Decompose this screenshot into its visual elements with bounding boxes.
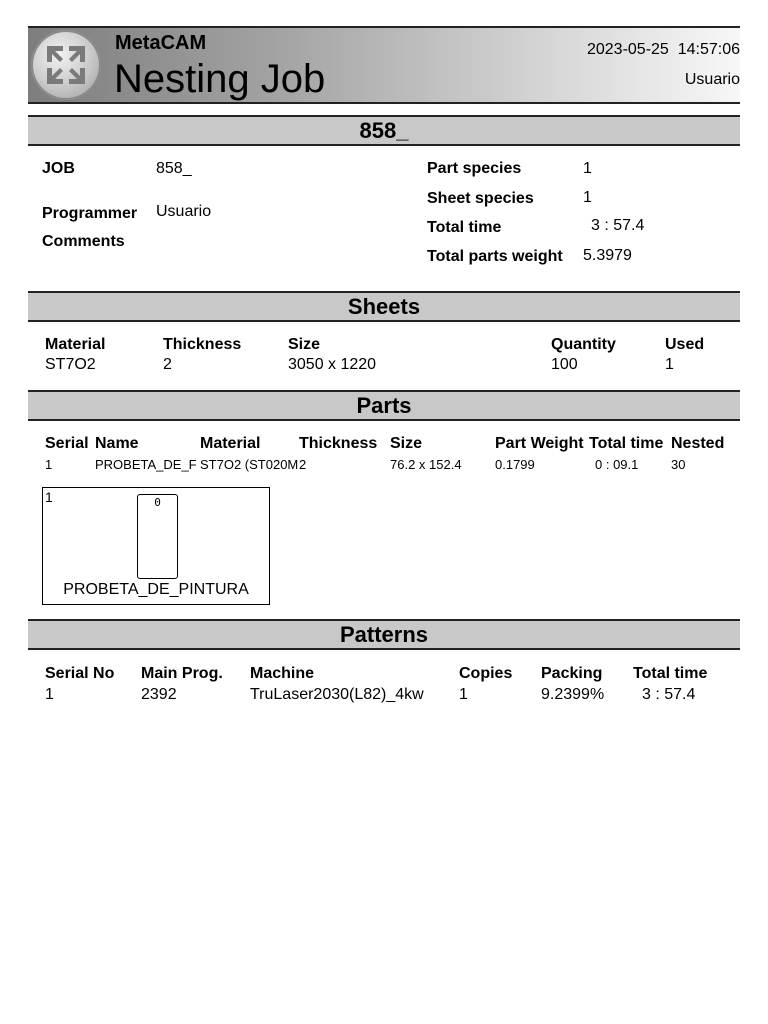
patterns-col-machine: Machine [250, 665, 315, 682]
sheet-quantity: 100 [551, 356, 578, 373]
job-section-heading: 858_ [28, 115, 740, 146]
part-serial: 1 [45, 457, 53, 472]
pattern-total-time: 3 : 57.4 [642, 686, 696, 703]
parts-section-heading: Parts [28, 390, 740, 421]
total-time-label: Total time [427, 219, 502, 236]
report-datetime: 2023-05-25 14:57:06 [586, 41, 740, 58]
parts-col-material: Material [200, 435, 261, 452]
pattern-packing: 9.2399% [541, 686, 605, 703]
part-thickness: 2 [299, 457, 307, 472]
patterns-col-serial: Serial No [45, 665, 115, 682]
part-name: PROBETA_DE_F [95, 457, 197, 472]
pattern-machine: TruLaser2030(L82)_4kw [250, 686, 424, 703]
part-preview-number: 1 [45, 489, 53, 505]
sheet-species-value: 1 [583, 189, 592, 206]
sheets-col-material: Material [45, 336, 106, 353]
report-user: Usuario [684, 71, 740, 88]
sheet-species-label: Sheet species [427, 190, 534, 207]
total-weight-value: 5.3979 [583, 247, 632, 264]
patterns-col-copies: Copies [459, 665, 513, 682]
part-outline [137, 494, 178, 579]
part-material: ST7O2 (ST020M [200, 457, 298, 472]
sheets-col-size: Size [288, 336, 321, 353]
job-label: JOB [42, 160, 75, 177]
part-total-time: 0 : 09.1 [595, 457, 639, 472]
sheets-col-thickness: Thickness [163, 336, 242, 353]
part-preview-name: PROBETA_DE_PINTURA [63, 581, 249, 598]
sheet-used: 1 [665, 356, 674, 373]
patterns-col-total-time: Total time [633, 665, 708, 682]
part-weight: 0.1799 [495, 457, 535, 472]
parts-col-size: Size [390, 435, 423, 452]
parts-col-nested: Nested [671, 435, 725, 452]
report-title: Nesting Job [114, 57, 326, 101]
parts-col-serial: Serial [45, 435, 89, 452]
part-nested: 30 [671, 457, 686, 472]
job-value: 858_ [156, 160, 192, 177]
part-species-value: 1 [583, 160, 592, 177]
total-time-value: 3 : 57.4 [591, 217, 645, 234]
part-origin-marker: 0 [154, 496, 161, 509]
parts-col-thickness: Thickness [299, 435, 378, 452]
sheet-size: 3050 x 1220 [288, 356, 377, 373]
comments-label: Comments [42, 233, 125, 250]
sheets-section-heading: Sheets [28, 291, 740, 322]
patterns-section-heading: Patterns [28, 619, 740, 650]
parts-col-total-time: Total time [589, 435, 664, 452]
pattern-serial: 1 [45, 686, 54, 703]
sheets-col-used: Used [665, 336, 705, 353]
part-species-label: Part species [427, 160, 522, 177]
programmer-value: Usuario [156, 203, 212, 220]
programmer-label: Programmer [42, 205, 138, 222]
pattern-main-prog: 2392 [141, 686, 177, 703]
parts-col-weight: Part Weight [495, 435, 584, 452]
sheet-material: ST7O2 [45, 356, 96, 373]
patterns-col-packing: Packing [541, 665, 603, 682]
total-weight-label: Total parts weight [427, 248, 563, 265]
brand-name: MetaCAM [115, 32, 207, 54]
sheets-col-quantity: Quantity [551, 336, 616, 353]
part-preview [42, 487, 270, 605]
patterns-col-main-prog: Main Prog. [141, 665, 223, 682]
pattern-copies: 1 [459, 686, 468, 703]
parts-col-name: Name [95, 435, 139, 452]
sheet-thickness: 2 [163, 356, 172, 373]
metacam-logo-icon [31, 30, 101, 100]
part-size: 76.2 x 152.4 [390, 457, 462, 472]
header-bottom-rule [28, 102, 740, 104]
